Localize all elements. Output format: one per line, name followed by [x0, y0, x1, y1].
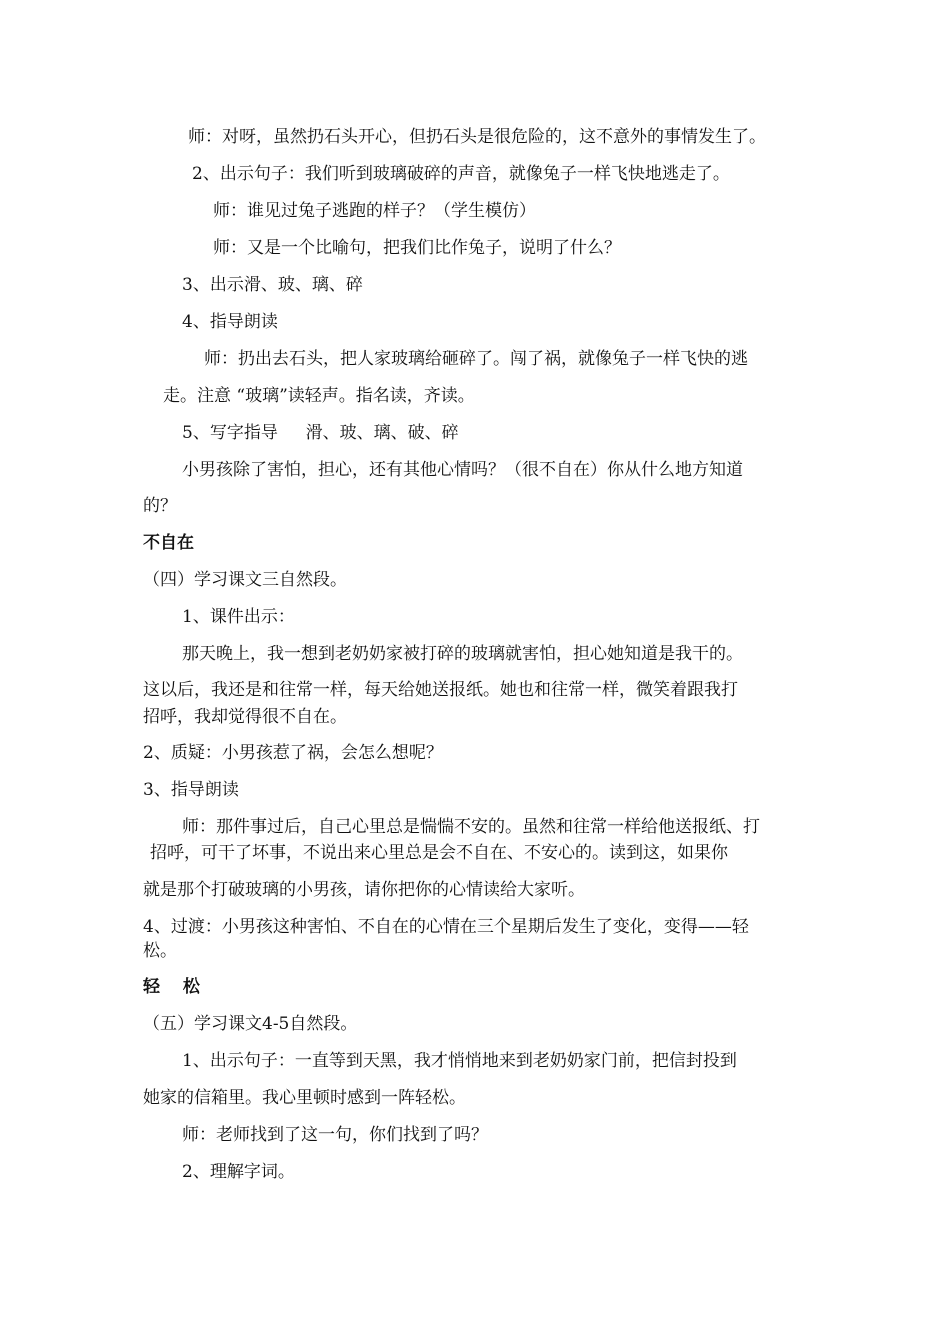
- heading-qing-song: 轻 松: [143, 977, 200, 997]
- teacher-line-uneasy-end: 就是那个打破玻璃的小男孩，请你把你的心情读给大家听。: [143, 880, 585, 900]
- item-1-sentence-cont: 她家的信箱里。我心里顿时感到一阵轻松。: [143, 1088, 466, 1108]
- teacher-line-throw: 师：扔出去石头，把人家玻璃给砸碎了。闯了祸，就像兔子一样飞快的逃: [204, 349, 748, 369]
- teacher-line-1: 师：对呀，虽然扔石头开心，但扔石头是很危险的，这不意外的事情发生了。: [188, 127, 766, 147]
- item-1-sentence: 1、出示句子：一直等到天黑，我才悄悄地来到老奶奶家门前，把信封投到: [182, 1051, 737, 1071]
- heading-bu-zi-zai: 不自在: [143, 533, 194, 553]
- teacher-line-throw-cont: 走。注意 “玻璃”读轻声。指名读，齐读。: [163, 386, 475, 406]
- item-3-reading: 3、指导朗读: [143, 780, 239, 800]
- quote-paragraph-line-2: 这以后，我还是和往常一样，每天给她送报纸。她也和往常一样，微笑着跟我打: [143, 680, 738, 700]
- quote-paragraph-line-3: 招呼，我却觉得很不自在。: [143, 707, 347, 727]
- teacher-simile-question: 师：又是一个比喻句，把我们比作兔子，说明了什么？: [213, 238, 621, 258]
- section-5-title: （五）学习课文4-5自然段。: [143, 1014, 358, 1034]
- item-2-sentence: 2、出示句子：我们听到玻璃破碎的声音，就像兔子一样飞快地逃走了。: [192, 164, 730, 184]
- item-4-transition-cont: 松。: [143, 941, 177, 961]
- teacher-found-sentence: 师：老师找到了这一句，你们找到了吗？: [182, 1125, 488, 1145]
- item-4-transition: 4、过渡：小男孩这种害怕、不自在的心情在三个星期后发生了变化，变得——轻: [143, 917, 749, 937]
- item-2-question: 2、质疑：小男孩惹了祸，会怎么想呢？: [143, 743, 443, 763]
- section-4-title: （四）学习课文三自然段。: [143, 570, 347, 590]
- teacher-question-rabbit: 师：谁见过兔子逃跑的样子？（学生模仿）: [213, 201, 536, 221]
- item-3-characters: 3、出示滑、玻、璃、碎: [182, 275, 363, 295]
- item-1-courseware: 1、课件出示：: [182, 607, 295, 627]
- item-2-words: 2、理解字词。: [182, 1162, 295, 1182]
- question-other-feelings-cont: 的？: [143, 496, 177, 516]
- item-4-reading: 4、指导朗读: [182, 312, 278, 332]
- teacher-line-uneasy-cont: 招呼，可干了坏事，不说出来心里总是会不自在、不安心的。读到这，如果你: [150, 843, 728, 863]
- question-other-feelings: 小男孩除了害怕，担心，还有其他心情吗？（很不自在）你从什么地方知道: [182, 460, 743, 480]
- quote-paragraph-line-1: 那天晚上，我一想到老奶奶家被打碎的玻璃就害怕，担心她知道是我干的。: [182, 644, 743, 664]
- teacher-line-uneasy: 师：那件事过后，自己心里总是惴惴不安的。虽然和往常一样给他送报纸、打: [182, 817, 760, 837]
- item-5-writing: 5、写字指导 滑、玻、璃、破、碎: [182, 423, 459, 443]
